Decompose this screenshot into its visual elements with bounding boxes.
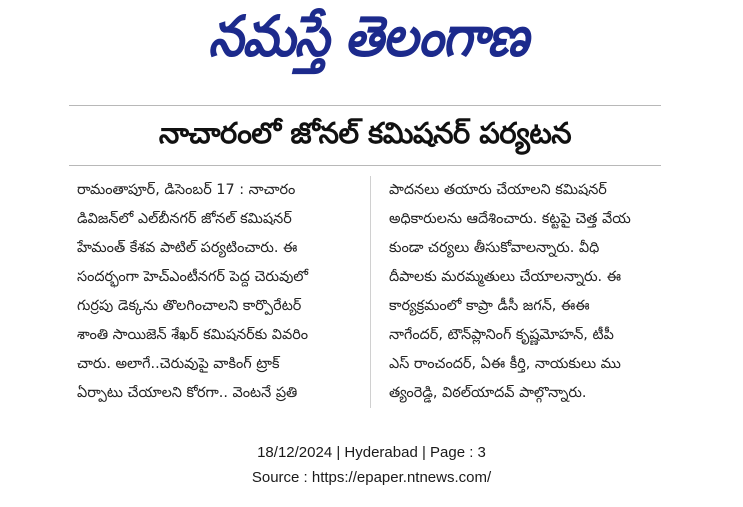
headline-bottom-rule (69, 165, 661, 166)
article-headline: నాచారంలో జోనల్ కమిషనర్ పర్యటన (158, 116, 572, 150)
article-line: ఏర్పాటు చేయాలని కోరగా.. వెంటనే ప్రతి (77, 385, 298, 401)
article-line: పాదనలు తయారు చేయాలని కమిషనర్ (389, 182, 607, 198)
article-line: డివిజన్‌లో ఎల్‌బీనగర్ జోనల్ కమిషనర్ (77, 211, 292, 227)
article-column-left (77, 176, 365, 408)
article-line: కుండా చర్యలు తీసుకోవాలన్నారు. వీధి (389, 240, 600, 256)
masthead-title: నమస్తే తెలంగాణ (208, 2, 528, 69)
article-line: కార్యక్రమంలో కాప్రా డీసీ జగన్, ఈఈ (389, 298, 590, 314)
publication-meta: 18/12/2024 | Hyderabad | Page : 3 (257, 444, 486, 461)
article-line: గుర్రపు డెక్కను తొలగించాలని కార్పొరేటర్ (77, 298, 302, 314)
article-line: అధికారులను ఆదేశించారు. కట్టపై చెత్త వేయ (389, 211, 631, 227)
article-column-right (389, 176, 677, 408)
article-line: హేమంత్ కేశవ పాటిల్ పర్యటించారు. ఈ (77, 240, 298, 256)
article-line: సందర్భంగా హెచ్‌ఎంటీనగర్ పెద్ద చెరువులో (77, 269, 309, 285)
article-line: దీపాలకు మరమ్మతులు చేయాలన్నారు. ఈ (389, 269, 622, 285)
headline-top-rule (69, 105, 661, 106)
source-credit: Source : https://epaper.ntnews.com/ (251, 469, 492, 486)
article-line: ఎస్ రాంచందర్, ఏఈ కీర్తి, నాయకులు ము (389, 356, 621, 372)
column-divider (370, 176, 371, 408)
article-line: చారు. అలాగే..చెరువుపై వాకింగ్ ట్రాక్ (77, 356, 280, 372)
article-line: త్యంరెడ్డి, విఠల్‌యాదవ్ పాల్గొన్నారు. (389, 385, 587, 401)
article-line: శాంతి సాయిజెన్ శేఖర్ కమిషనర్‌కు వివరిం (77, 327, 309, 343)
article-line: రామంతాపూర్, డిసెంబర్ 17 : నాచారం (77, 182, 296, 198)
newspaper-masthead (168, 2, 568, 84)
article-line: నాగేందర్, టౌన్‌ప్లానింగ్ కృష్ణమోహన్, టీపీ (389, 327, 614, 343)
